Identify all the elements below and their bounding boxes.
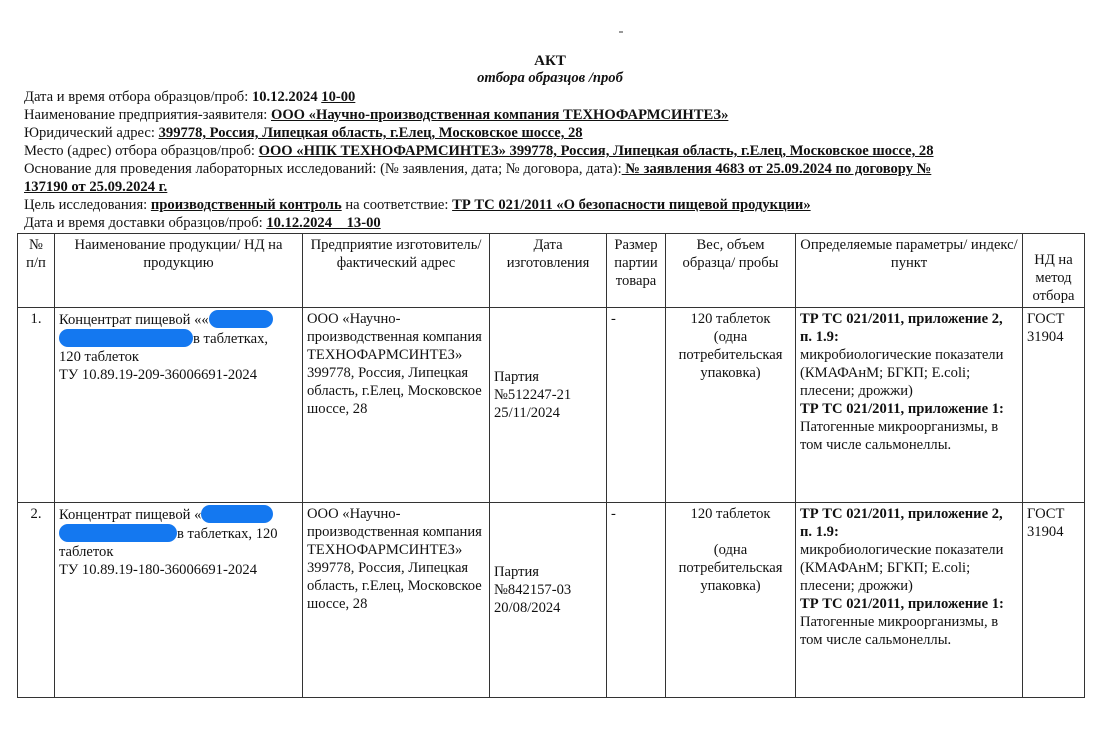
redaction-mark <box>59 524 177 542</box>
basis-line-2 <box>24 178 1074 196</box>
row-weight: 120 таблеток (одна потребительская упаковка) <box>666 308 796 503</box>
row-params: ТР ТС 021/2011, приложение 2, п. 1.9: микробиологические показатели (КМАФАнМ; БГКП; E.coli; плесени; дрожжи) ТР ТС 021/2011, приложение 1: Патогенные микроорганизмы, в том числе сальмонеллы. <box>796 503 1023 698</box>
row-product: Концентрат пищевой « в таблетках, 120 таблеток ТУ 10.89.19-180-36006691-2024 <box>55 503 303 698</box>
header-weight: Вес, объем образца/ пробы <box>666 234 796 308</box>
sampling-time: 10-00 <box>321 89 356 105</box>
redaction-mark <box>209 310 273 328</box>
header-prod-date: Дата изготовления <box>490 234 607 308</box>
row-manufacturer: ООО «Научно-производственная компания ТЕХНОФАРМСИНТЕЗ» 399778, Россия, Липецкая область, г.Елец, Московское шоссе, 28 <box>303 503 490 698</box>
row-num: 1. <box>18 308 55 503</box>
sampling-date: 10.12.2024 <box>251 89 318 105</box>
sampling-place-line: Место (адрес) отбора образцов/проб: ООО «НПК ТЕХНОФАРМСИНТЕЗ» 399778, Россия, Липецкая область, г.Елец, Московское шоссе, 28 <box>24 143 934 159</box>
row-prod-date: Партия №512247-21 25/11/2024 <box>490 308 607 503</box>
doc-title: АКТ <box>534 53 566 69</box>
table-row <box>18 308 1085 503</box>
row-batch-size: - <box>607 308 666 503</box>
row-product: Концентрат пищевой «« в таблетках, 120 таблеток ТУ 10.89.19-209-36006691-2024 <box>55 308 303 503</box>
legal-address-value: 399778, Россия, Липецкая область, г.Елец, Московское шоссе, 28 <box>158 125 583 141</box>
header-method: НД на метод отбора <box>1023 234 1085 308</box>
row-manufacturer: ООО «Научно-производственная компания ТЕХНОФАРМСИНТЕЗ» 399778, Россия, Липецкая область, г.Елец, Московское шоссе, 28 <box>303 308 490 503</box>
row-params: ТР ТС 021/2011, приложение 2, п. 1.9: микробиологические показатели (КМАФАнМ; БГКП; E.coli; плесени; дрожжи) ТР ТС 021/2011, приложение 1: Патогенные микроорганизмы, в том числе сальмонеллы. <box>796 308 1023 503</box>
row-method: ГОСТ 31904 <box>1023 503 1085 698</box>
samples-table <box>17 233 1085 698</box>
applicant-line: Наименование предприятия-заявителя: ООО «Научно-производственная компания ТЕХНОФАРМСИНТЕЗ» <box>24 107 729 123</box>
row-batch-size: - <box>607 503 666 698</box>
sampling-datetime-line: Дата и время отбора образцов/проб: 10.12.2024 10-00 <box>24 89 356 105</box>
purpose-value: производственный контроль <box>150 197 342 213</box>
doc-subtitle: отбора образцов /проб <box>477 70 623 86</box>
row-method: ГОСТ 31904 <box>1023 308 1085 503</box>
header-manufacturer: Предприятие изготовитель/ фактический адрес <box>303 234 490 308</box>
scan-speck <box>619 31 623 33</box>
delivery-value: 10.12.2024 13-00 <box>266 215 381 231</box>
row-weight: 120 таблеток (одна потребительская упаковка) <box>666 503 796 698</box>
basis-value-2: 137190 от 25.09.2024 г. <box>24 179 168 195</box>
sampling-place-value: ООО «НПК ТЕХНОФАРМСИНТЕЗ» 399778, Россия, Липецкая область, г.Елец, Московское шоссе, 28 <box>258 143 934 159</box>
header-batch-size: Размер партии товара <box>607 234 666 308</box>
basis-line: Основание для проведения лабораторных исследований: (№ заявления, дата; № договора, дата): № заявления 4683 от 25.09.2024 по договору № <box>24 161 932 177</box>
redaction-mark <box>201 505 273 523</box>
delivery-line: Дата и время доставки образцов/проб: 10.12.2024 13-00 <box>24 215 381 231</box>
header-fields <box>24 88 1074 232</box>
legal-address-line: Юридический адрес: 399778, Россия, Липецкая область, г.Елец, Московское шоссе, 28 <box>24 125 583 141</box>
applicant-value: ООО «Научно-производственная компания ТЕХНОФАРМСИНТЕЗ» <box>270 107 729 123</box>
compliance-value: ТР ТС 021/2011 «О безопасности пищевой продукции» <box>452 197 811 213</box>
purpose-line: Цель исследования: производственный контроль на соответствие: ТР ТС 021/2011 «О безопасности пищевой продукции» <box>24 197 811 213</box>
header-product: Наименование продукции/ НД на продукцию <box>55 234 303 308</box>
row-num: 2. <box>18 503 55 698</box>
table-header-row <box>18 234 1085 308</box>
table-row <box>18 503 1085 698</box>
row-prod-date: Партия №842157-03 20/08/2024 <box>490 503 607 698</box>
basis-value-1: № заявления 4683 от 25.09.2024 по договору № <box>621 161 932 177</box>
header-num: № п/п <box>18 234 55 308</box>
redaction-mark <box>59 329 193 347</box>
header-params: Определяемые параметры/ индекс/пункт <box>796 234 1023 308</box>
